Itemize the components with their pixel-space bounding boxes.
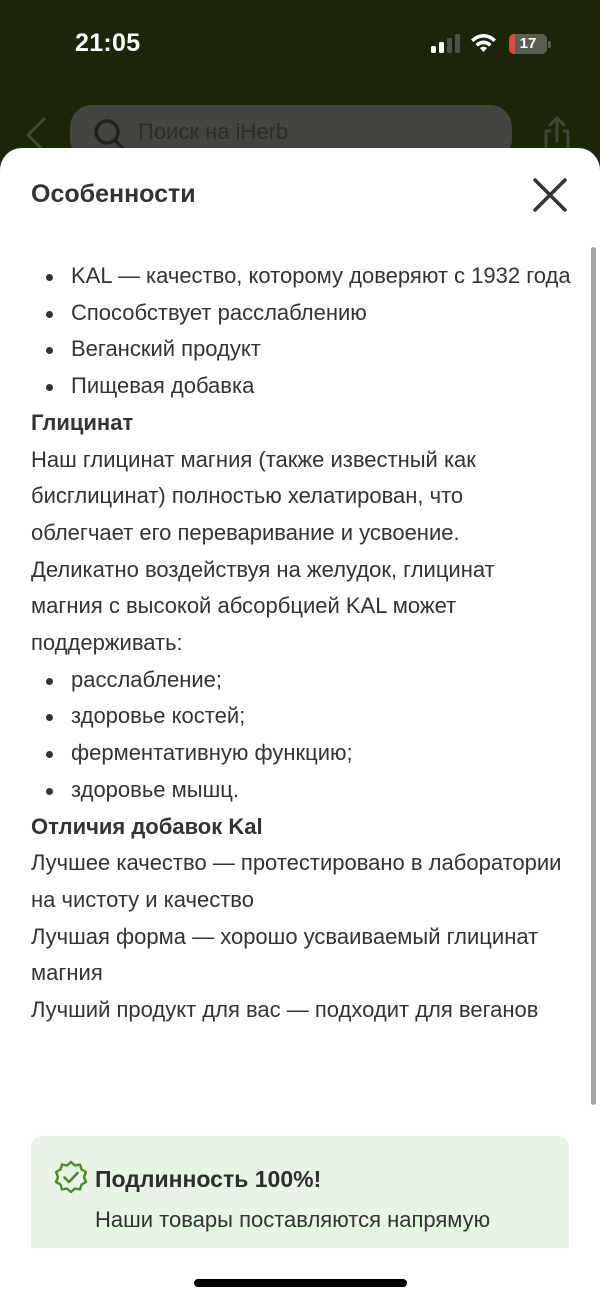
authenticity-title: Подлинность 100%!: [95, 1166, 322, 1192]
difference-line: Лучшая форма — хорошо усваиваемый глицинат магния: [31, 923, 539, 986]
sheet-content: [31, 258, 571, 1029]
features-sheet: [0, 148, 600, 1300]
difference-line: Лучший продукт для вас — подходит для веганов: [31, 997, 539, 1023]
status-bar: [0, 0, 600, 90]
close-icon[interactable]: [528, 176, 572, 216]
section-heading-differences: Отличия добавок Kal: [31, 813, 263, 839]
benefits-list: [31, 662, 571, 809]
list-item: Пищевая добавка: [31, 368, 571, 405]
battery-percent: 17: [519, 35, 537, 52]
search-placeholder: Поиск на iHerb: [138, 119, 289, 144]
battery-icon: [509, 34, 547, 54]
list-item: здоровье мышц.: [31, 772, 571, 809]
authenticity-text: Наши товары поставляются напрямую: [95, 1207, 491, 1232]
status-time: 21:05: [75, 29, 141, 57]
features-list: [31, 258, 571, 405]
section-heading-glycinate: Глицинат: [31, 409, 134, 435]
wifi-icon: [470, 33, 497, 53]
verified-badge-icon: [53, 1160, 89, 1196]
signal-icon: [431, 35, 461, 53]
difference-line: Лучшее качество — протестировано в лаборатории на чистоту и качество: [31, 850, 562, 912]
glycinate-paragraph: Наш глицинат магния (также известный как бисглицинат) полностью хелатирован, что облегчает его переваривание и усвоение. Деликатно воздействуя на желудок, глицинат магния с высокой абсорбцией KAL может поддерживать:: [31, 446, 495, 656]
bottom-safe-area: [0, 1248, 600, 1300]
list-item: здоровье костей;: [31, 698, 571, 735]
list-item: KAL — качество, которому доверяют с 1932 года: [31, 258, 571, 295]
list-item: ферментативную функцию;: [31, 735, 571, 772]
list-item: Способствует расслаблению: [31, 295, 571, 332]
sheet-title: Особенности: [31, 180, 196, 208]
scrollbar[interactable]: [591, 247, 596, 1105]
battery-cap: [548, 41, 551, 48]
list-item: расслабление;: [31, 662, 571, 699]
home-indicator[interactable]: [194, 1279, 407, 1287]
list-item: Веганский продукт: [31, 331, 571, 368]
